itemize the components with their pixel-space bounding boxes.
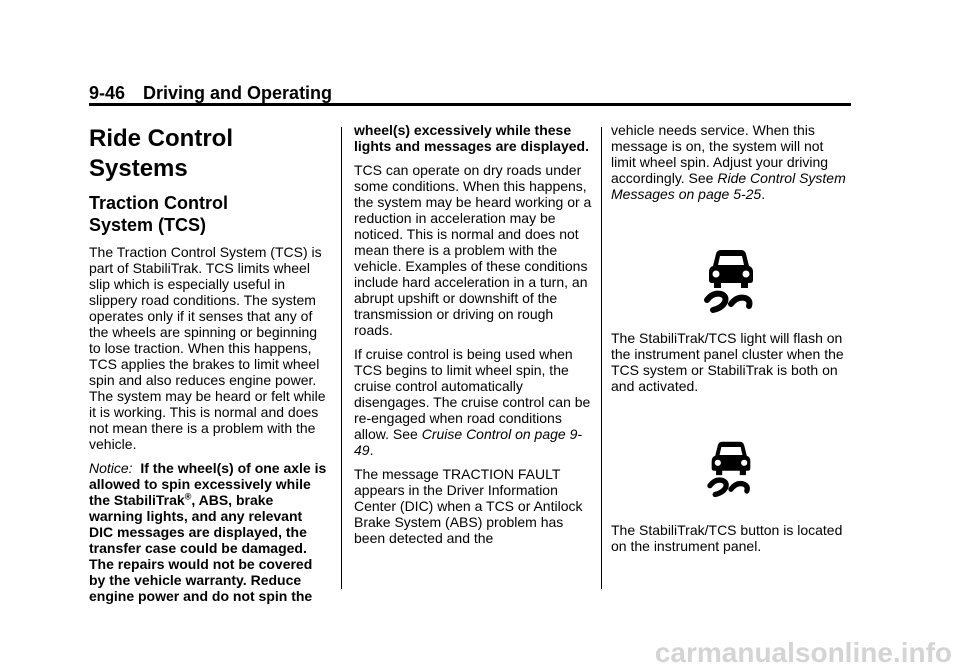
stabilitrak-light-icon-svg [703,248,759,314]
notice-continuation: wheel(s) excessively while these lights and messages are displayed. [354,122,589,154]
stabilitrak-button-icon-svg [706,440,756,498]
section-title: Driving and Operating [143,83,333,103]
header-rule [89,103,851,106]
cruise-control-paragraph [354,346,594,458]
service-end: . [761,186,766,202]
service-text: vehicle needs service. When this message is on, the system will not limit wheel spin. Adjust your driving accordingly. See [611,122,829,186]
dry-roads-paragraph: TCS can operate on dry roads under some conditions. When this happens, the system may be heard working or a reduction in acceleration may be noticed. This is normal and does not mean there is a problem with the vehicle. Examples of these conditions include hard acceleration in a turn, an abrupt upshift or downshift of the transmission or driving on rough roads. [354,162,592,338]
page-number: 9-46 [89,83,126,103]
column-divider [341,127,342,589]
registered-mark: ® [184,491,192,502]
cruise-control-link[interactable]: Cruise Control on page 9-49 [354,426,583,458]
column-3 [611,122,851,562]
stabilitrak-light-icon [611,210,851,330]
service-paragraph [611,122,851,202]
chapter-title: Ride Control Systems [89,125,233,182]
stabilitrak-button-icon [611,402,851,522]
light-flash-paragraph: The StabiliTrak/TCS light will flash on the instrument panel cluster when the TCS system or StabiliTrak is both on and activated. [611,330,844,394]
watermark: carmanualsonline.info [654,637,952,668]
cruise-end: . [369,442,374,458]
column-divider [601,127,602,589]
notice-text-1: If the wheel(s) of one axle is allowed to spin excessively while the StabiliTrak [89,460,331,508]
notice-label: Notice: [89,460,133,476]
notice-text-2: , ABS, brake warning lights, and any relevant DIC messages are displayed, the transfer case could be damaged. The repairs would not be covered by the vehicle warranty. Reduce engine power and do not spin the [89,492,313,604]
button-location-paragraph: The StabiliTrak/TCS button is located on the instrument panel. [611,522,843,554]
column-1 [89,122,329,612]
section-heading-line2: System (TCS) [89,215,207,235]
page-header [89,83,332,103]
notice-paragraph [89,460,329,604]
tcs-intro-paragraph: The Traction Control System (TCS) is part of StabiliTrak. TCS limits wheel slip which is especially useful in slippery road conditions. The system operates only if it senses that any of the wheels are spinning or beginning to lose traction. When this happens, TCS applies the brakes to limit wheel spin and also reduces engine power. The system may be heard or felt while it is working. This is normal and does not mean there is a problem with the vehicle. [89,244,326,452]
cruise-text: If cruise control is being used when TCS begins to limit wheel spin, the cruise control automatically disengages. The cruise control can be re-engaged when road conditions allow. See [354,346,591,442]
section-heading-line1: Traction Control [89,193,228,213]
traction-fault-paragraph: The message TRACTION FAULT appears in the Driver Information Center (DIC) when a TCS or Antilock Brake System (ABS) problem has been detected and the [354,466,583,546]
ride-control-messages-link[interactable]: Ride Control System Messages on page 5-25 [611,170,846,202]
column-2 [354,122,594,554]
section-heading [89,192,329,236]
